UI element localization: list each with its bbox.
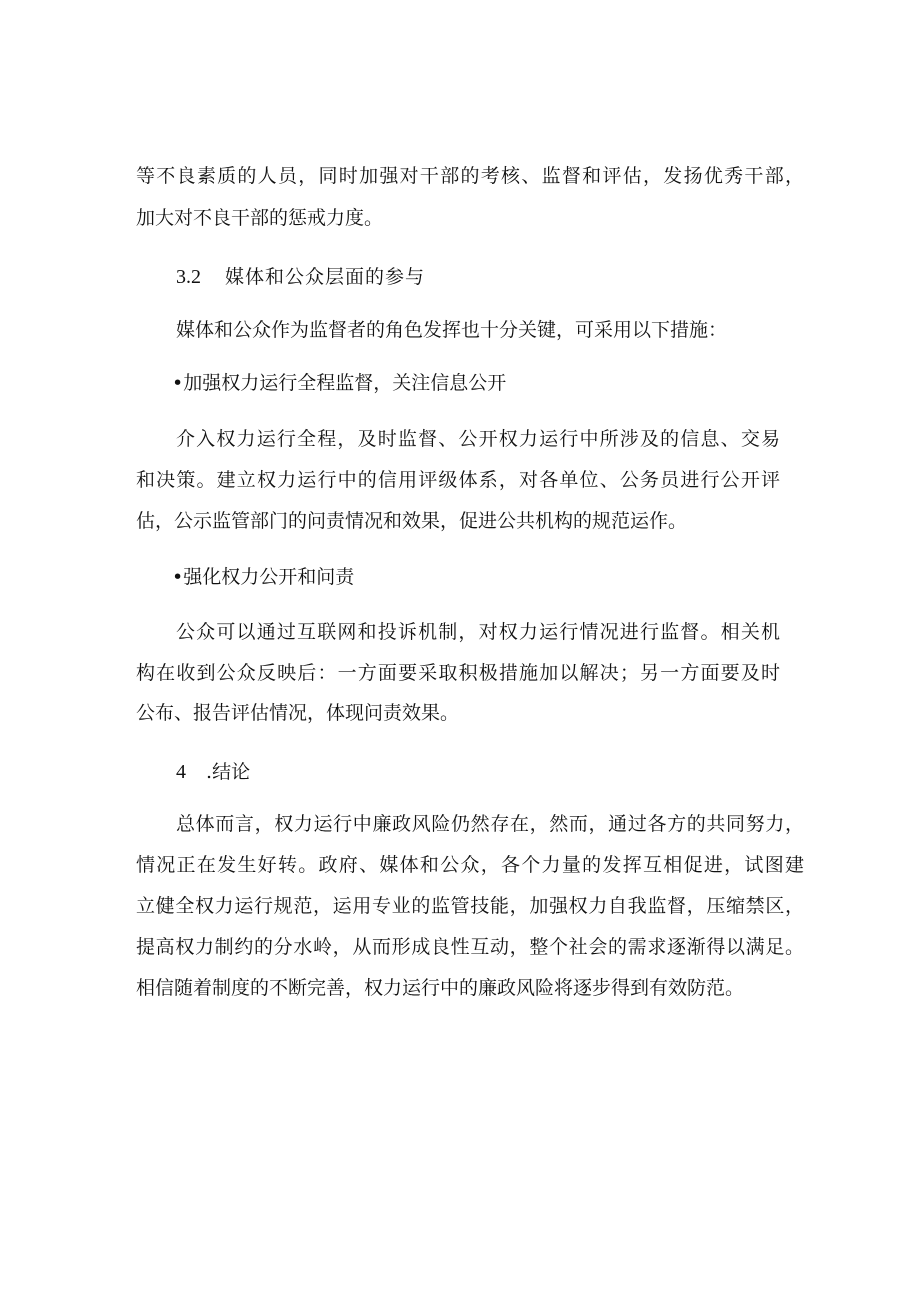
paragraph-line: 情况正在发生好转。政府、媒体和公众，各个力量的发挥互相促进，试图建 <box>136 854 804 876</box>
paragraph-line: 立健全权力运行规范，运用专业的监管技能，加强权力自我监督，压缩禁区， <box>136 895 804 917</box>
paragraph-line: 估，公示监管部门的问责情况和效果，促进公共机构的规范运作。 <box>136 510 688 532</box>
paragraph-line: 介入权力运行全程，及时监督、公开权力运行中所涉及的信息、交易 <box>176 428 780 450</box>
section-title: 媒体和公众层面的参与 <box>225 266 426 288</box>
bullet-heading: •加强权力运行全程监督，关注信息公开 <box>172 372 507 394</box>
section-heading-4 <box>176 762 250 782</box>
paragraph-line: 提高权力制约的分水岭，从而形成良性互动，整个社会的需求逐渐得以满足。 <box>136 936 804 958</box>
section-title: .结论 <box>206 761 251 783</box>
section-number: 3.2 <box>176 266 201 288</box>
paragraph-line: 和决策。建立权力运行中的信用评级体系，对各单位、公务员进行公开评 <box>136 469 780 491</box>
paragraph-line: 等不良素质的人员，同时加强对干部的考核、监督和评估，发扬优秀干部， <box>136 165 804 187</box>
section-heading-3-2 <box>176 267 425 287</box>
paragraph-line: 加大对不良干部的惩戒力度。 <box>136 207 384 229</box>
section-number: 4 <box>176 761 186 783</box>
section-intro: 媒体和公众作为监督者的角色发挥也十分关键，可采用以下措施： <box>176 319 728 341</box>
paragraph-line: 公众可以通过互联网和投诉机制，对权力运行情况进行监督。相关机 <box>176 621 780 643</box>
paragraph-line: 相信随着制度的不断完善，权力运行中的廉政风险将逐步得到有效防范。 <box>136 977 745 999</box>
paragraph-line: 公布、报告评估情况，体现问责效果。 <box>136 702 460 724</box>
paragraph-line: 总体而言，权力运行中廉政风险仍然存在，然而，通过各方的共同努力， <box>176 813 804 835</box>
bullet-heading: •强化权力公开和问责 <box>172 566 355 588</box>
paragraph-line: 构在收到公众反映后：一方面要采取积极措施加以解决；另一方面要及时 <box>136 662 780 684</box>
